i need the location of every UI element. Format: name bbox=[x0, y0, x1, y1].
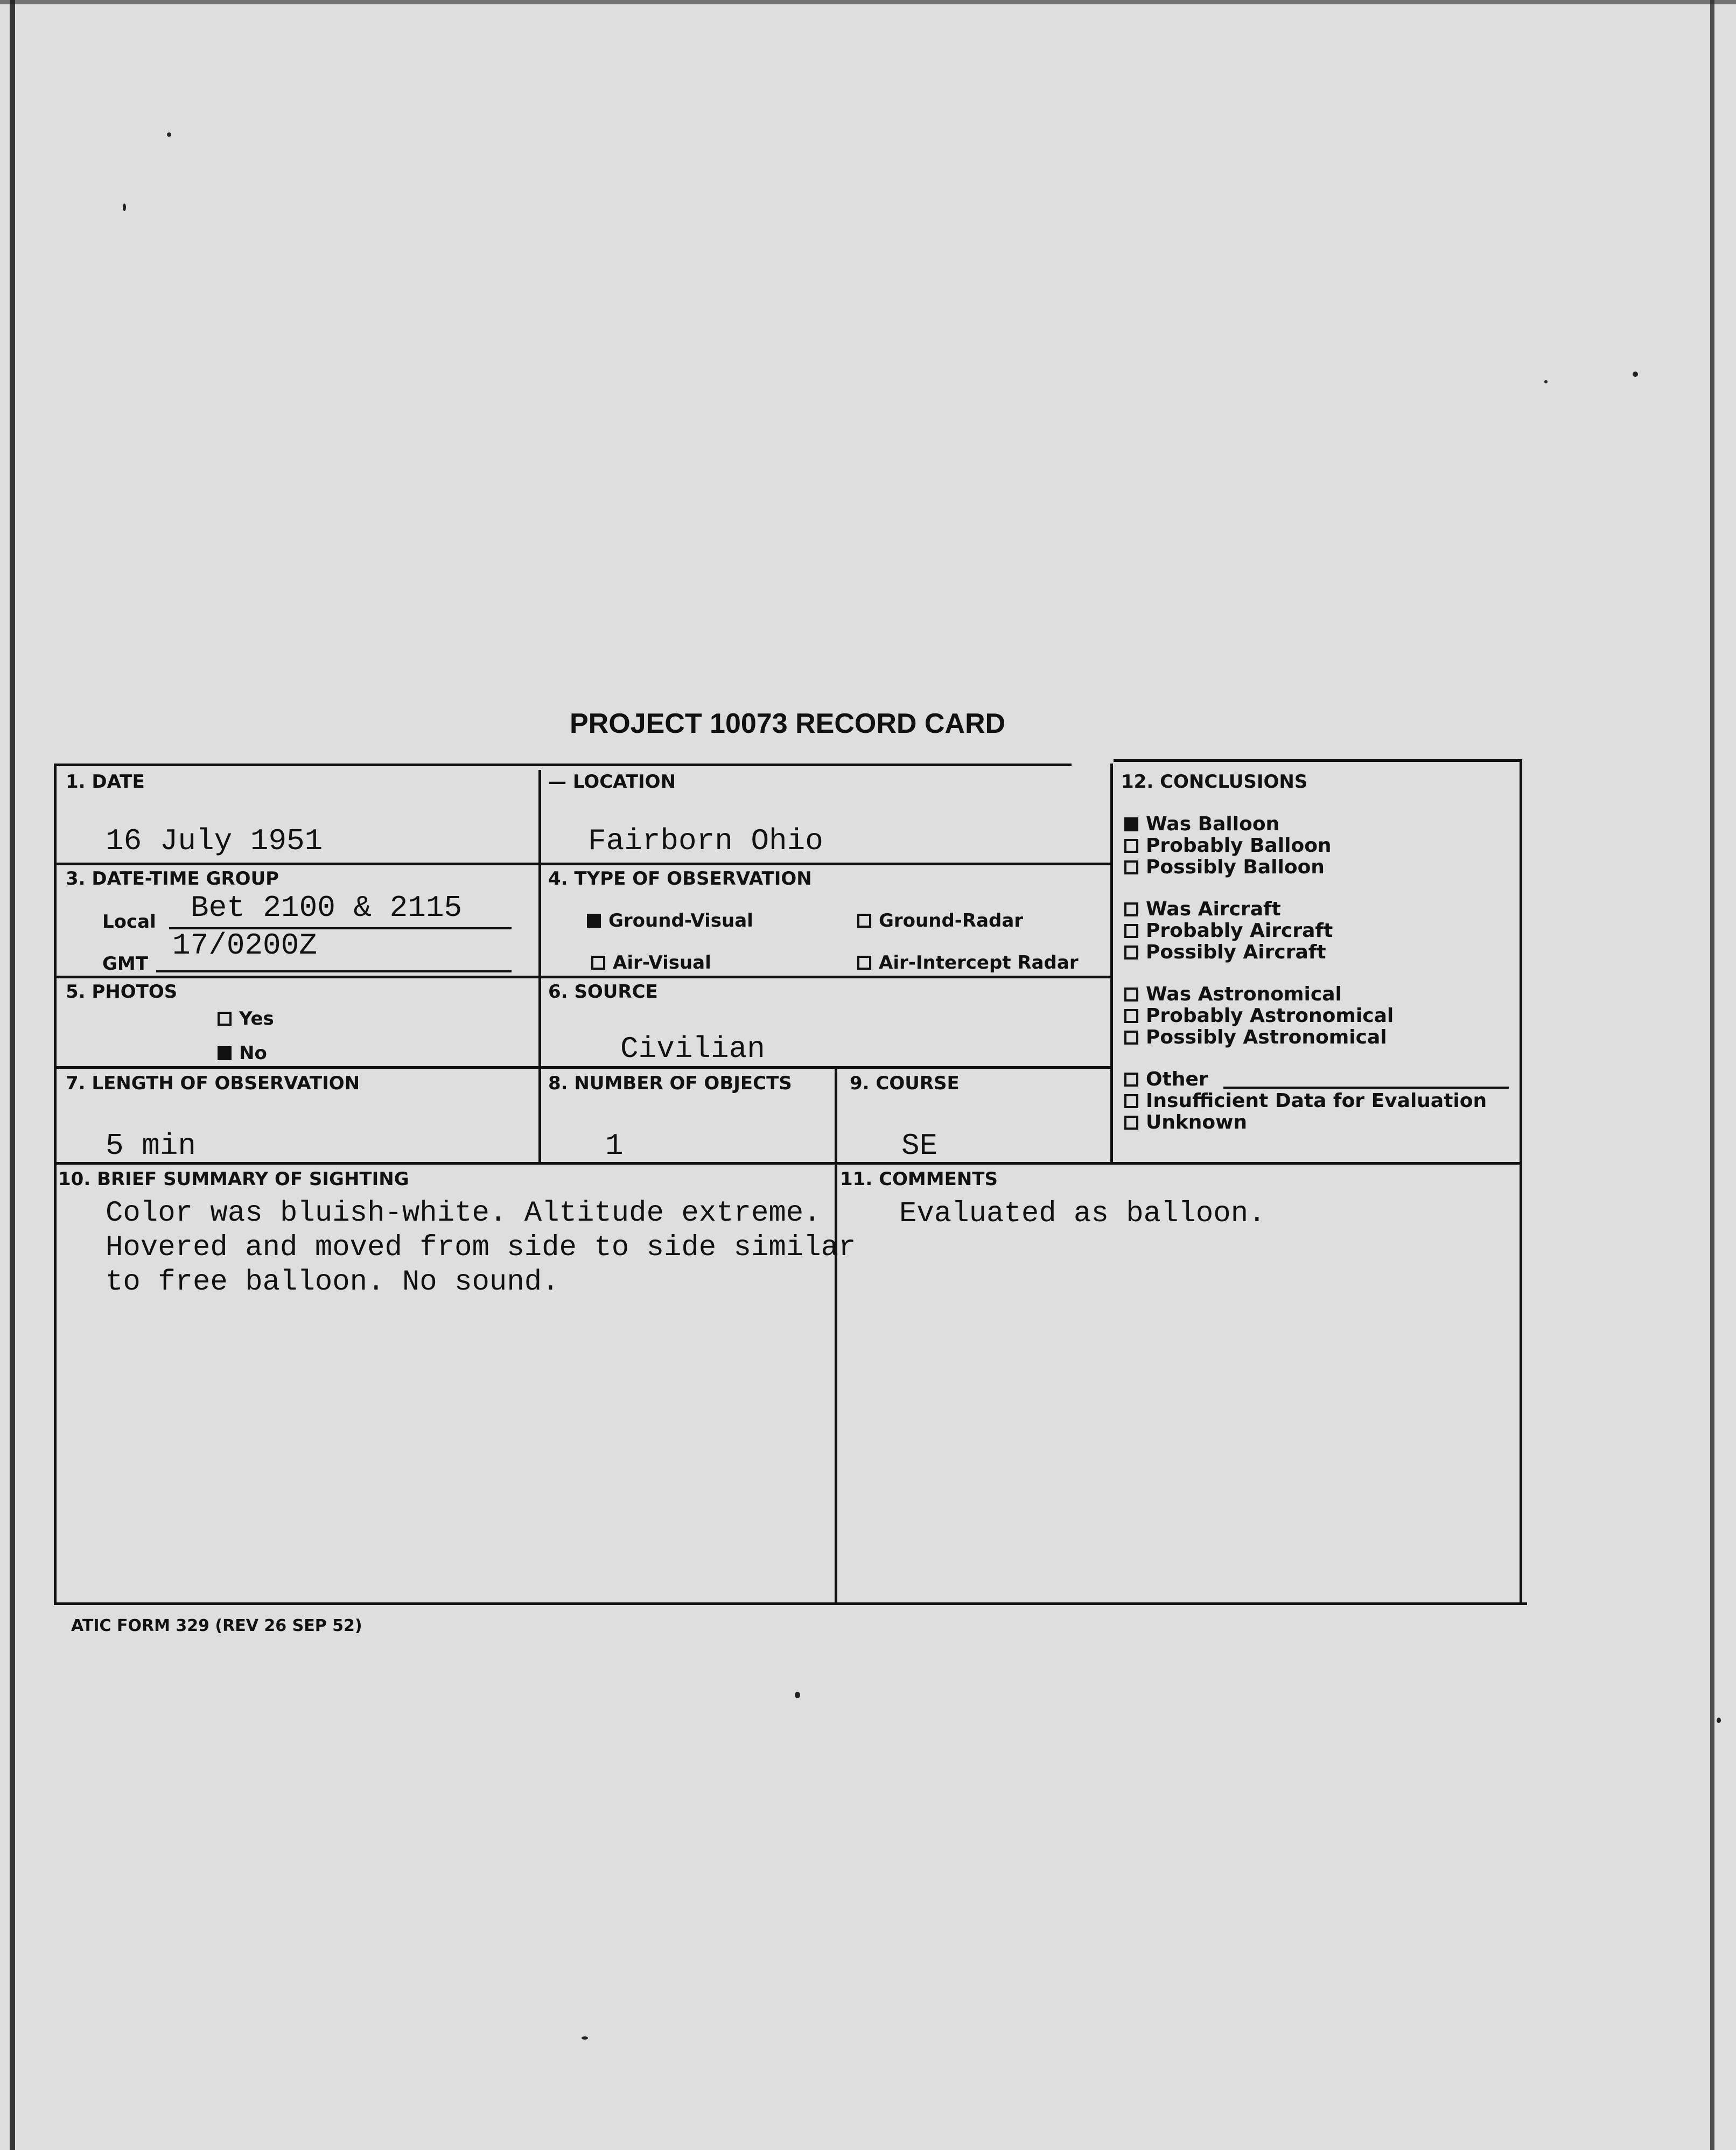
option-photos-yes[interactable] bbox=[218, 1008, 274, 1030]
option-air-intercept-radar[interactable] bbox=[857, 952, 1079, 974]
comments-label: 11. COMMENTS bbox=[840, 1168, 998, 1190]
rule-left bbox=[54, 764, 57, 1605]
option-label: No bbox=[239, 1042, 267, 1064]
option-label: Air-Visual bbox=[613, 952, 711, 974]
rule-row-1 bbox=[54, 863, 1111, 865]
scan-speck bbox=[795, 1692, 800, 1698]
checkbox[interactable] bbox=[1124, 924, 1138, 938]
conclusion-unknown[interactable] bbox=[1124, 1111, 1247, 1133]
film-edge-right bbox=[1710, 0, 1714, 2150]
summary-line: to free balloon. No sound. bbox=[106, 1266, 559, 1299]
scan-speck bbox=[1544, 380, 1548, 383]
comments-value: Evaluated as balloon. bbox=[899, 1197, 1266, 1230]
scan-speck bbox=[123, 204, 126, 211]
checkbox-checked[interactable] bbox=[218, 1046, 232, 1060]
summary-line: Color was bluish-white. Altitude extreme. bbox=[106, 1197, 821, 1230]
rule-bottom bbox=[54, 1602, 1527, 1605]
location-value: Fairborn Ohio bbox=[588, 824, 823, 858]
other-underline bbox=[1223, 1087, 1509, 1089]
checkbox[interactable] bbox=[1124, 946, 1138, 960]
checkbox[interactable] bbox=[857, 956, 871, 970]
date-value: 16 July 1951 bbox=[106, 824, 323, 858]
source-label: 6. SOURCE bbox=[548, 981, 658, 1003]
option-air-visual[interactable] bbox=[591, 952, 711, 974]
scan-speck bbox=[167, 132, 171, 137]
conclusions-label: 12. CONCLUSIONS bbox=[1121, 771, 1308, 793]
conclusion-probably-astronomical[interactable] bbox=[1124, 1005, 1394, 1027]
conclusion-possibly-aircraft[interactable] bbox=[1124, 941, 1326, 963]
conclusion-label: Possibly Aircraft bbox=[1146, 941, 1326, 963]
photos-label: 5. PHOTOS bbox=[66, 981, 178, 1003]
conclusion-probably-aircraft[interactable] bbox=[1124, 920, 1333, 942]
checkbox[interactable] bbox=[591, 956, 605, 970]
scan-speck bbox=[1717, 1718, 1721, 1723]
checkbox[interactable] bbox=[1124, 860, 1138, 874]
conclusion-possibly-balloon[interactable] bbox=[1124, 856, 1325, 878]
option-label: Yes bbox=[239, 1008, 274, 1030]
checkbox[interactable] bbox=[1124, 988, 1138, 1002]
rule-right bbox=[1520, 759, 1522, 1605]
gmt-underline bbox=[156, 970, 512, 972]
datetime-group-label: 3. DATE-TIME GROUP bbox=[66, 868, 279, 890]
summary-text bbox=[106, 1196, 856, 1300]
option-ground-visual[interactable] bbox=[587, 910, 753, 932]
local-value: Bet 2100 & 2115 bbox=[191, 891, 463, 925]
conclusion-was-balloon[interactable] bbox=[1124, 813, 1279, 835]
option-label: Ground-Visual bbox=[608, 910, 753, 932]
source-value: Civilian bbox=[620, 1032, 765, 1066]
checkbox[interactable] bbox=[1124, 1009, 1138, 1023]
conclusion-label: Probably Astronomical bbox=[1146, 1005, 1394, 1027]
rule-col-2 bbox=[835, 1068, 837, 1603]
conclusion-label: Possibly Astronomical bbox=[1146, 1026, 1387, 1048]
checkbox-checked[interactable] bbox=[1124, 817, 1138, 831]
checkbox[interactable] bbox=[857, 914, 871, 928]
conclusion-label: Unknown bbox=[1146, 1111, 1248, 1133]
rule-top-right bbox=[1114, 759, 1522, 762]
local-label: Local bbox=[102, 911, 156, 933]
summary-label: 10. BRIEF SUMMARY OF SIGHTING bbox=[58, 1168, 409, 1190]
checkbox-checked[interactable] bbox=[587, 914, 601, 928]
checkbox[interactable] bbox=[1124, 1094, 1138, 1108]
conclusion-other[interactable] bbox=[1124, 1068, 1208, 1090]
conclusion-label: Was Aircraft bbox=[1146, 898, 1281, 920]
conclusion-probably-balloon[interactable] bbox=[1124, 835, 1332, 857]
option-label: Air-Intercept Radar bbox=[879, 952, 1079, 974]
conclusion-label: Insufficient Data for Evaluation bbox=[1146, 1090, 1487, 1112]
rule-row-2 bbox=[54, 976, 1111, 978]
length-value: 5 min bbox=[106, 1129, 197, 1163]
checkbox[interactable] bbox=[1124, 839, 1138, 853]
number-of-objects-label: 8. NUMBER OF OBJECTS bbox=[548, 1073, 792, 1094]
film-edge-top bbox=[0, 0, 1736, 4]
course-label: 9. COURSE bbox=[850, 1073, 960, 1094]
option-ground-radar[interactable] bbox=[857, 910, 1023, 932]
date-label: 1. DATE bbox=[66, 771, 145, 793]
rule-row-4 bbox=[54, 1162, 1522, 1165]
checkbox[interactable] bbox=[1124, 1073, 1138, 1087]
option-label: Ground-Radar bbox=[879, 910, 1024, 932]
rule-col-1 bbox=[538, 770, 541, 1162]
length-label: 7. LENGTH OF OBSERVATION bbox=[66, 1073, 360, 1094]
rule-row-3 bbox=[54, 1066, 1111, 1069]
conclusion-label: Probably Aircraft bbox=[1146, 920, 1333, 942]
conclusion-label: Probably Balloon bbox=[1146, 835, 1332, 857]
course-value: SE bbox=[901, 1129, 938, 1163]
number-of-objects-value: 1 bbox=[605, 1129, 624, 1163]
gmt-value: 17/0200Z bbox=[172, 928, 317, 963]
checkbox[interactable] bbox=[1124, 1031, 1138, 1045]
form-number: ATIC FORM 329 (REV 26 SEP 52) bbox=[71, 1616, 362, 1635]
conclusion-insufficient-data[interactable] bbox=[1124, 1090, 1487, 1112]
option-photos-no[interactable] bbox=[218, 1042, 267, 1064]
card-title: PROJECT 10073 RECORD CARD bbox=[570, 708, 1006, 739]
rule-conclusions-left bbox=[1110, 764, 1113, 1162]
type-of-observation-label: 4. TYPE OF OBSERVATION bbox=[548, 868, 812, 890]
conclusion-was-aircraft[interactable] bbox=[1124, 898, 1281, 920]
checkbox[interactable] bbox=[1124, 902, 1138, 916]
conclusion-label: Possibly Balloon bbox=[1146, 856, 1325, 878]
conclusion-label: Was Balloon bbox=[1146, 813, 1280, 835]
summary-line: Hovered and moved from side to side similar bbox=[106, 1231, 856, 1264]
film-edge-left bbox=[10, 0, 15, 2150]
conclusion-label: Other bbox=[1146, 1068, 1208, 1090]
conclusion-was-astronomical[interactable] bbox=[1124, 983, 1342, 1005]
checkbox[interactable] bbox=[1124, 1116, 1138, 1130]
checkbox[interactable] bbox=[218, 1012, 232, 1026]
conclusion-possibly-astronomical[interactable] bbox=[1124, 1026, 1387, 1048]
location-label: — LOCATION bbox=[548, 771, 676, 793]
rule-top-left bbox=[54, 764, 1072, 766]
scan-speck bbox=[1633, 372, 1638, 377]
conclusion-label: Was Astronomical bbox=[1146, 983, 1342, 1005]
gmt-label: GMT bbox=[102, 953, 148, 975]
scan-speck bbox=[582, 2036, 588, 2040]
